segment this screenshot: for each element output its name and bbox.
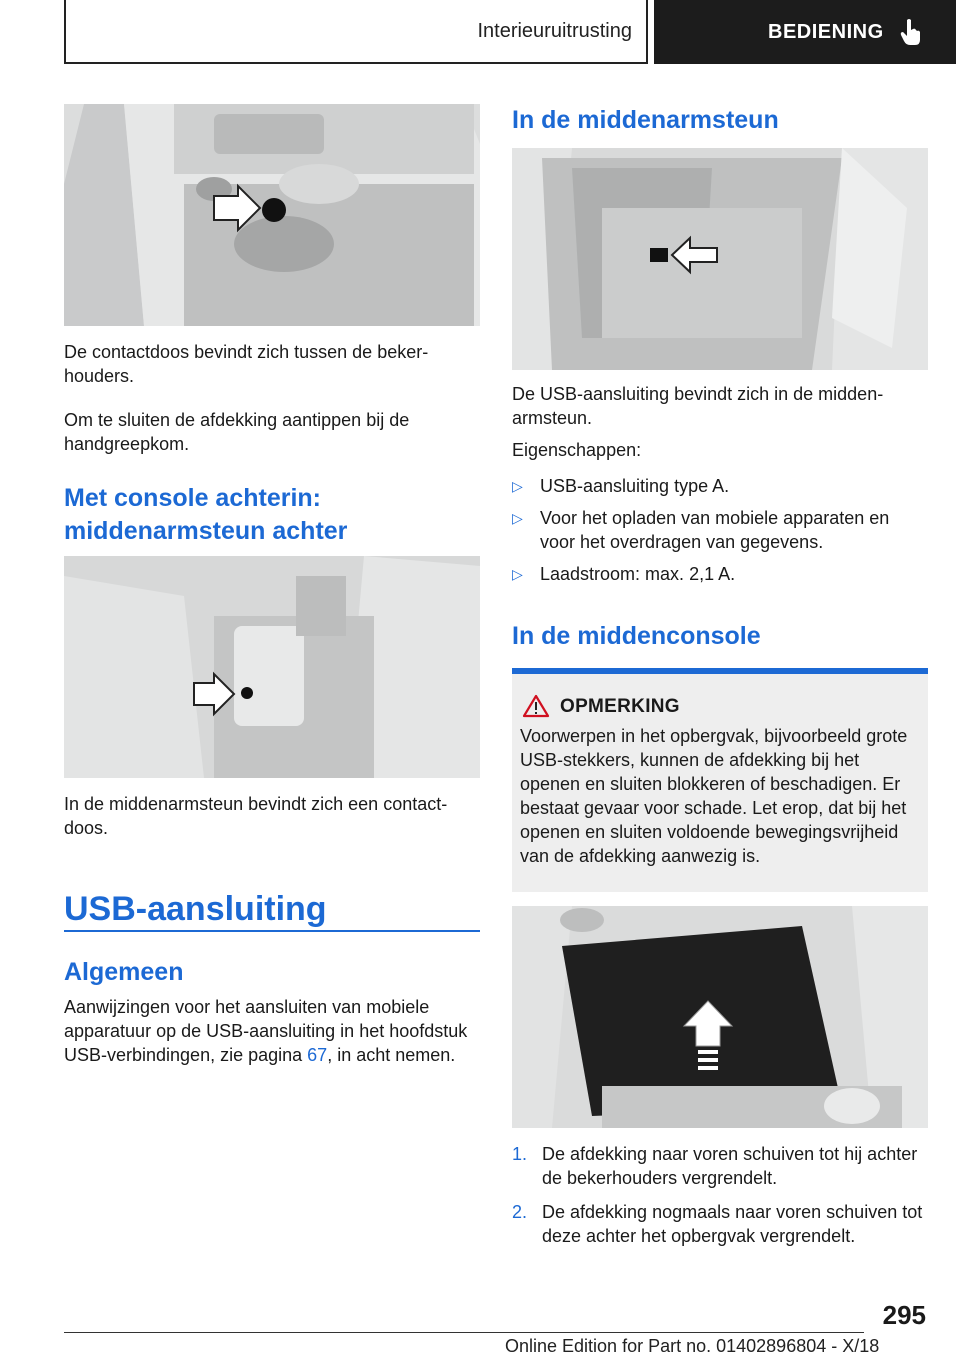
heading-middle-armrest: In de middenarmsteun	[512, 106, 779, 134]
caption-cupholder-socket: De contactdoos bevindt zich tussen de bekerhouders.	[64, 342, 429, 386]
heading-rear-armrest: Met console achterin: middenarmsteun achter	[64, 484, 348, 545]
section-title-usb: USB-aansluiting	[64, 890, 327, 928]
list-item: 1. De afdekking naar voren schuiven tot hij achter de bekerhouders vergrendelt.	[512, 1144, 918, 1188]
warning-triangle-icon	[522, 694, 550, 718]
footer-rule	[64, 1332, 864, 1333]
header-chapter-title: BEDIENING	[768, 20, 884, 43]
caption-middle-armrest-usb: De USB-aansluiting bevindt zich in de middenarmsteun.	[512, 384, 884, 428]
list-item: ▷ USB-aansluiting type A.	[512, 476, 730, 496]
middle-console-cover-image	[512, 906, 928, 1128]
properties-list	[512, 474, 928, 594]
list-item: 2. De afdekking nogmaals naar voren schuiven tot deze achter het opbergvak vergrendelt.	[512, 1202, 923, 1246]
paragraph-general	[64, 995, 480, 1067]
triangle-bullet-icon: ▷	[512, 510, 523, 526]
header-section-title: Interieuruitrusting	[477, 19, 632, 42]
section-title-rule	[64, 930, 480, 932]
middle-armrest-usb-image	[512, 148, 928, 370]
paragraph-close-cover: Om te sluiten de afdekking aantippen bij de handgreepkom.	[64, 410, 410, 454]
page-number: 295	[882, 1300, 926, 1330]
general-text: Aanwijzingen voor het aansluiten van mobiele apparatuur op de USB-aansluiting in het hoofdstuk USB-verbindingen, zie pagina	[64, 997, 468, 1065]
list-item: ▷ Laadstroom: max. 2,1 A.	[512, 564, 736, 584]
note-title: OPMERKING	[560, 696, 680, 717]
rear-armrest-socket-image	[64, 556, 480, 778]
hand-pointer-icon	[900, 18, 922, 46]
page-link-67[interactable]: 67	[307, 1045, 328, 1065]
note-body: Voorwerpen in het opbergvak, bijvoorbeeld grote USB-stekkers, kunnen de afdekking bij het openen en sluiten blokkeren of beschadigen. Er bestaat gevaar voor schade. Let erop, dat bij het openen en sluiten voldoende bewegingsvrijheid van de afdekking aanwezig is.	[520, 726, 908, 866]
step-number: 2.	[512, 1202, 528, 1222]
caption-rear-armrest-socket: In de middenarmsteun bevindt zich een contactdoos.	[64, 794, 448, 838]
step-number: 1.	[512, 1144, 528, 1164]
cupholder-socket-image	[64, 104, 480, 326]
properties-label: Eigenschappen:	[512, 440, 642, 460]
triangle-bullet-icon: ▷	[512, 478, 523, 494]
note-box	[512, 668, 928, 892]
triangle-bullet-icon: ▷	[512, 566, 523, 582]
list-item: ▷ Voor het opladen van mobiele apparaten en voor het overdragen van gegevens.	[512, 508, 890, 552]
header-section-tab	[64, 0, 648, 64]
steps-list	[512, 1142, 928, 1258]
heading-middle-console: In de middenconsole	[512, 622, 761, 650]
general-text-end: , in acht nemen.	[327, 1045, 456, 1065]
heading-general: Algemeen	[64, 958, 184, 986]
footer-edition: Online Edition for Part no. 01402896804 - X/18	[505, 1336, 880, 1356]
header-chapter-tab	[654, 0, 956, 64]
